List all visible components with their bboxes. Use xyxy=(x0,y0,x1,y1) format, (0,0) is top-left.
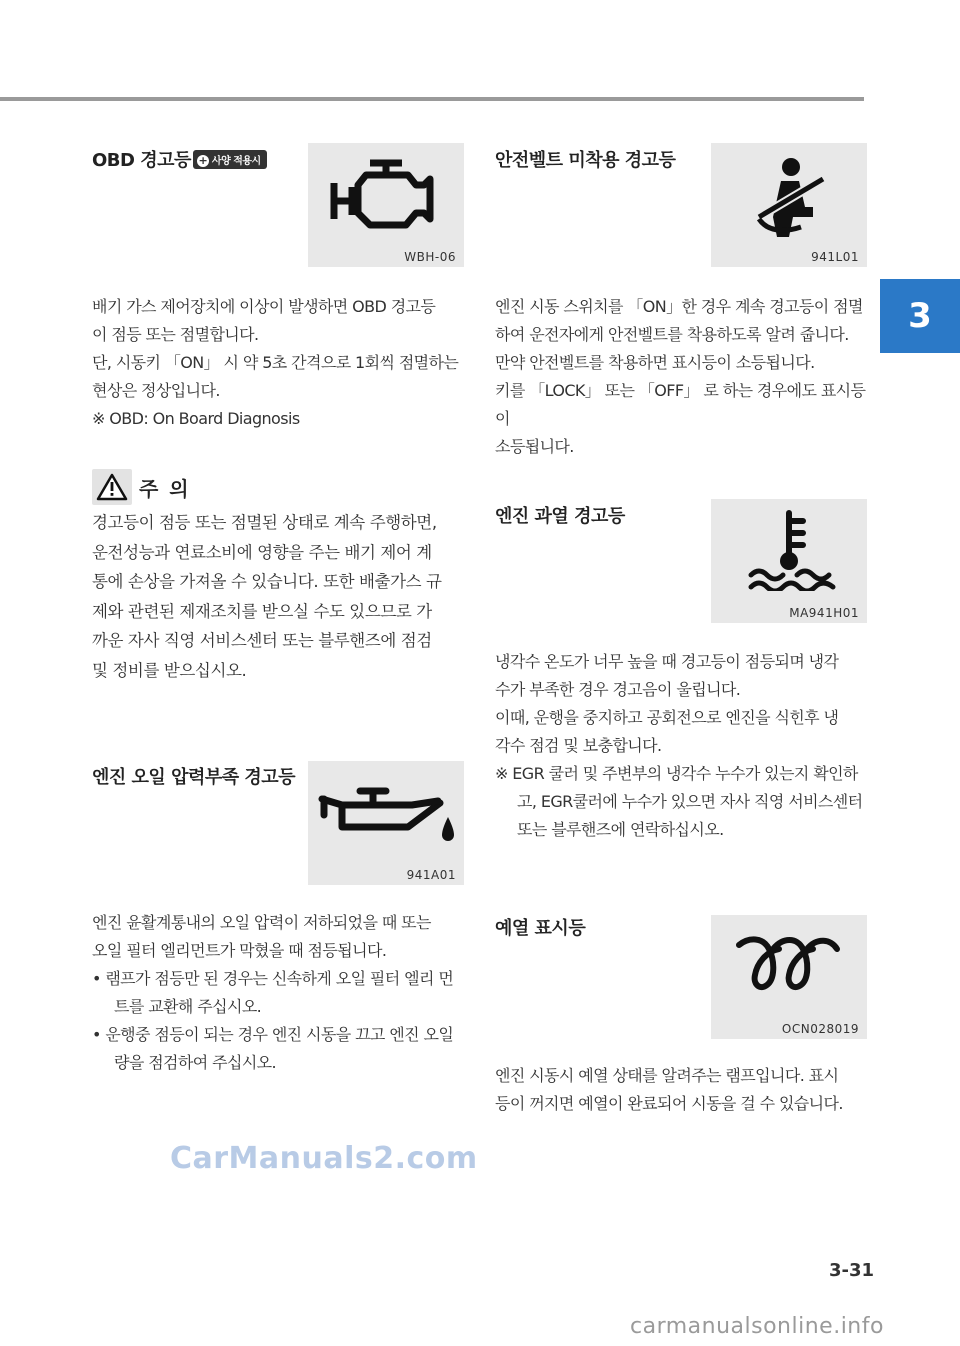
overheat-line-2: 수가 부족한 경우 경고음이 울립니다. xyxy=(495,680,741,699)
option-badge xyxy=(193,150,267,169)
obd-warning-image xyxy=(308,143,464,267)
seatbelt-line-2: 하여 운전자에게 안전벨트를 착용하도록 알려 줍니다. xyxy=(495,325,849,344)
site-watermark: CarManuals2.com xyxy=(170,1141,478,1176)
caution-line-3: 통에 손상을 가져올 수 있습니다. 또한 배출가스 규 xyxy=(92,572,442,591)
overheat-description xyxy=(495,648,867,844)
overheat-line-4: 각수 점검 및 보충합니다. xyxy=(495,736,662,755)
glow-section-title: 예열 표시등 xyxy=(495,918,586,939)
warning-triangle-icon xyxy=(92,469,132,505)
seatbelt-line-3: 만약 안전벨트를 착용하면 표시등이 소등됩니다. xyxy=(495,353,815,372)
glow-line-1: 엔진 시동시 예열 상태를 알려주는 램프입니다. 표시 xyxy=(495,1066,839,1085)
glow-image-code: OCN028019 xyxy=(781,1022,859,1036)
seatbelt-warning-image xyxy=(711,143,867,267)
oil-image-code: 941A01 xyxy=(406,868,456,882)
oil-can-icon xyxy=(316,783,458,849)
obd-description xyxy=(92,293,464,433)
obd-line-1: 배기 가스 제어장치에 이상이 발생하면 OBD 경고등 xyxy=(92,297,436,316)
overheat-image-code: MA941H01 xyxy=(789,606,859,620)
obd-line-4: 현상은 정상입니다. xyxy=(92,381,220,400)
glow-plug-icon xyxy=(733,935,845,995)
overheat-warning-image xyxy=(711,499,867,623)
obd-image-code: WBH-06 xyxy=(404,250,456,264)
overheat-line-1: 냉각수 온도가 너무 높을 때 경고등이 점등되며 냉각 xyxy=(495,652,839,671)
overheat-section-title: 엔진 과열 경고등 xyxy=(495,506,625,527)
obd-title-text: OBD 경고등 xyxy=(92,150,191,171)
seatbelt-line-4: 키를 「LOCK」 또는 「OFF」 로 하는 경우에도 표시등이 xyxy=(495,381,866,428)
caution-line-4: 제와 관련된 제재조치를 받으실 수도 있으므로 가 xyxy=(92,601,432,621)
caution-line-1: 경고등이 점등 또는 점멸된 상태로 계속 주행하면, xyxy=(92,513,437,532)
header-rule xyxy=(0,97,864,101)
caution-header xyxy=(92,469,191,505)
oil-warning-image xyxy=(308,761,464,885)
seatbelt-section-title: 안전벨트 미착용 경고등 xyxy=(495,150,676,171)
oil-section-title: 엔진 오일 압력부족 경고등 xyxy=(92,767,296,788)
chapter-tab[interactable]: 3 xyxy=(880,279,960,353)
seatbelt-description xyxy=(495,293,867,461)
oil-line-1: 엔진 윤활계통내의 오일 압력이 저하되었을 때 또는 xyxy=(92,913,431,932)
overheat-note: ※ EGR 쿨러 및 주변부의 냉각수 누수가 있는지 확인하고, EGR쿨러에 누수가 있으면 자사 직영 서비스센터 또는 블루핸즈에 연락하십시오. xyxy=(495,764,863,839)
obd-line-5: ※ OBD: On Board Diagnosis xyxy=(92,409,300,428)
glow-description xyxy=(495,1062,867,1118)
caution-body xyxy=(92,508,464,685)
glow-line-2: 등이 꺼지면 예열이 완료되어 시동을 걸 수 있습니다. xyxy=(495,1094,843,1113)
seatbelt-image-code: 941L01 xyxy=(811,250,859,264)
oil-bullet-1: • 램프가 점등만 된 경우는 신속하게 오일 필터 엘리 먼트를 교환해 주십시오. xyxy=(92,969,454,1016)
footer-watermark: carmanualsonline.info xyxy=(630,1314,884,1339)
seatbelt-line-1: 엔진 시동 스위치를 「ON」한 경우 계속 경고등이 점멸 xyxy=(495,297,863,316)
obd-section-title xyxy=(92,146,267,172)
caution-title: 주 의 xyxy=(139,476,191,501)
page-number: 3-31 xyxy=(829,1260,875,1281)
engine-check-icon xyxy=(330,157,442,237)
oil-description xyxy=(92,909,464,1077)
coolant-temp-icon xyxy=(747,509,839,591)
obd-line-2: 이 점등 또는 점멸합니다. xyxy=(92,325,259,344)
plus-icon: + xyxy=(198,153,208,167)
caution-line-5: 까운 자사 직영 서비스센터 또는 블루핸즈에 점검 xyxy=(92,631,432,650)
overheat-line-3: 이때, 운행을 중지하고 공회전으로 엔진을 식힌후 냉 xyxy=(495,708,839,727)
seatbelt-icon xyxy=(753,157,829,243)
oil-line-2: 오일 필터 엘리먼트가 막혔을 때 점등됩니다. xyxy=(92,941,387,960)
caution-line-6: 및 정비를 받으십시오. xyxy=(92,660,247,680)
seatbelt-line-5: 소등됩니다. xyxy=(495,437,574,456)
oil-bullet-2: • 운행중 점등이 되는 경우 엔진 시동을 끄고 엔진 오일량을 점검하여 주십시오. xyxy=(92,1025,454,1072)
caution-line-2: 운전성능과 연료소비에 영향을 주는 배기 제어 계 xyxy=(92,542,432,562)
option-badge-label: 사양 적용시 xyxy=(211,155,261,167)
obd-line-3: 단, 시동키 「ON」 시 약 5초 간격으로 1회씩 점멸하는 xyxy=(92,353,459,372)
glow-indicator-image xyxy=(711,915,867,1039)
